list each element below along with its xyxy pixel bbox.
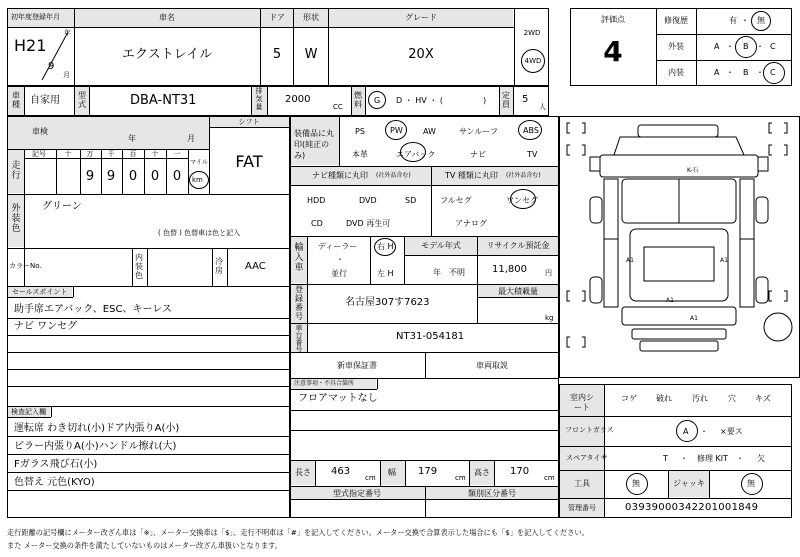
digit-label-3: 百 [129, 150, 137, 158]
mileage-digit-4: 0 [150, 169, 160, 184]
inspection-label: 車検 [32, 127, 48, 136]
warranty: 新車保証書 [337, 361, 377, 370]
spare-kit: 修理 KIT [697, 454, 729, 463]
sales-points-label: セールスポイント [12, 288, 68, 296]
diagram-label-right: A1 [720, 257, 728, 264]
interior-dot-1: ・ [726, 68, 734, 77]
equip-sunroof: サンルーフ [459, 127, 498, 136]
digit-label-5: 一 [173, 150, 181, 158]
chassis: NT31-054181 [396, 331, 465, 342]
spare-t: T [663, 454, 668, 463]
inspection-month-unit: 月 [187, 134, 195, 143]
inspection-note-4: 色替え 元色(KYO) [14, 477, 95, 488]
left-h: 左 H [377, 269, 394, 278]
grade-label: グレード [405, 13, 437, 22]
width-label: 幅 [388, 468, 396, 477]
type-no-label: 型式指定番号 [333, 489, 381, 498]
notes-label: 注意事項・不具合箇所 [294, 380, 355, 387]
navi-dvd-play: DVD 再生可 [346, 219, 391, 228]
sales-point-1: 助手席エアバック、ESC、キーレス [14, 304, 172, 315]
footer-note-1: 走行距離の記号欄にメーター改ざん車は「※」、メーター交換車は「$」、走行不明車は「#」を記入してください。メーター交換で合算表示した場合にも「$」を記入してください。 [7, 528, 589, 537]
mgmt-label: 管理番号 [568, 504, 596, 512]
mileage-label: 走行 [11, 161, 21, 181]
mileage-digit-3: 0 [128, 169, 138, 184]
model-label: 型式 [78, 91, 86, 109]
mileage-code-label: 記号 [32, 150, 46, 158]
diagram-label-left: A1 [626, 257, 634, 264]
import-dealer: ディーラー [318, 242, 358, 251]
ac-value: AAC [245, 261, 266, 272]
tv-type-note: (社外品含む) [506, 172, 541, 179]
glass-a: A [683, 427, 689, 436]
color-change-note: ( 色替 ) 色替車は色と記入 [158, 229, 241, 237]
exterior-c: C [770, 42, 776, 51]
height-unit: cm [544, 474, 555, 482]
digit-label-0: 十 [64, 150, 72, 158]
kg-unit: kg [545, 314, 554, 322]
digit-label-1: 万 [86, 150, 94, 158]
diagram-label-rear-2: A1 [690, 315, 698, 322]
ac-label: 冷房 [215, 257, 223, 275]
height-label: 高さ [474, 468, 490, 477]
fuel-g: G [374, 96, 381, 105]
navi-cd: CD [311, 219, 323, 228]
sales-point-2: ナビ ワンセグ [14, 321, 78, 332]
car-name: エクストレイル [121, 47, 213, 62]
diagram-label-rear-1: A1 [666, 297, 674, 304]
exterior-color: グリーン [42, 201, 82, 212]
height: 170 [510, 466, 530, 477]
doors: 5 [272, 47, 282, 62]
navi-hdd: HDD [307, 196, 326, 205]
equip-ps: PS [355, 127, 365, 136]
seat-dirt: 汚れ [692, 394, 708, 403]
repair-label: 修復歴 [664, 16, 688, 25]
tv-type-label: TV 種類に丸印 [445, 171, 498, 180]
seat-hole: 穴 [728, 394, 736, 403]
navi-type-note: (社外品含む) [376, 172, 411, 179]
month-unit: 月 [63, 71, 70, 79]
import-label: 輸入車 [294, 243, 304, 273]
class-no-label: 類別区分番号 [468, 489, 516, 498]
jack-none: 無 [747, 479, 755, 488]
inspection-note-3: Fガラス飛び石(小) [14, 459, 98, 470]
seat-tear: 破れ [656, 394, 672, 403]
seat-label: 室内シート [570, 393, 594, 412]
equip-navi: ナビ [470, 150, 486, 159]
jack-label: ジャッキ [673, 479, 705, 488]
cc-unit: CC [333, 103, 343, 111]
spare-label: スペアタイヤ [566, 454, 608, 462]
length-label: 長さ [295, 468, 311, 477]
reg-era: H21 [14, 36, 47, 55]
navi-dvd: DVD [359, 196, 377, 205]
equip-tv: TV [527, 150, 538, 159]
capacity-label: 定員 [502, 91, 510, 109]
fuel-close: ) [483, 96, 487, 105]
mile-label: マイル [190, 159, 208, 166]
shape-label: 形状 [303, 13, 319, 22]
equip-pw: PW [390, 126, 403, 135]
right-h: 右 H [377, 242, 394, 251]
digit-label-2: 千 [107, 150, 115, 158]
usage: 自家用 [30, 95, 60, 106]
footer-note-2: また メーター交換の条件を満たしていないものはメーター改ざん車扱いとなります。 [7, 541, 282, 550]
width: 179 [418, 466, 438, 477]
equip-airbag: エアバック [396, 150, 436, 159]
left-box [7, 116, 290, 518]
shift-label: シフト [238, 118, 260, 126]
repair-dot: ・ [741, 16, 749, 25]
rating-score: 4 [603, 35, 623, 68]
drive-2wd: 2WD [523, 29, 541, 37]
navi-sd: SD [405, 196, 417, 205]
diagram-label-hood: K-石 [687, 167, 699, 174]
interior-label: 内装 [668, 68, 684, 77]
capacity-unit: 人 [539, 103, 546, 111]
seat-scratch: キズ [755, 394, 771, 403]
tv-oneseg: ワンセグ [506, 196, 538, 205]
mileage-digit-2: 9 [106, 169, 116, 184]
exterior-b: B [743, 42, 749, 51]
interior-c: C [770, 68, 776, 77]
recycle-label: リサイクル預託金 [486, 241, 550, 250]
digit-label-4: 十 [151, 150, 159, 158]
glass-label: フロントガラス [565, 426, 614, 434]
displacement-label: 排気量 [255, 87, 263, 111]
drive-4wd: 4WD [524, 57, 542, 65]
mileage-digit-5: 0 [172, 169, 182, 184]
reg-month: 9 [48, 61, 55, 72]
equip-leather: 本革 [352, 150, 368, 159]
repair-yes: 有 [729, 16, 737, 25]
tv-analog: アナログ [455, 219, 487, 228]
mgmt-number: 03939000342201001849 [625, 502, 759, 513]
plate: 名古屋307す7623 [345, 297, 430, 308]
inspection-note-1: 運転席 わき切れ(小)ドア内張りA(小) [14, 423, 180, 434]
length-unit: cm [365, 474, 376, 482]
model: DBA-NT31 [130, 93, 197, 108]
tv-fullseg: フルセグ [440, 196, 472, 205]
grade: 20X [408, 47, 434, 62]
mileage-digit-1: 9 [85, 169, 95, 184]
color-no-label: カラーNo. [9, 262, 42, 270]
import-dot: ・ [336, 255, 344, 264]
exterior-label: 外装 [668, 42, 684, 51]
reg-year-label: 初年度登録年月 [11, 13, 60, 21]
displacement: 2000 [285, 94, 311, 105]
car-diagram [560, 117, 798, 377]
recycle-amount: 11,800 [492, 264, 527, 275]
notes: フロアマットなし [298, 393, 378, 404]
repair-no: 無 [757, 16, 765, 25]
rating-label: 評価点 [601, 15, 625, 24]
interior-color-label: 内装色 [135, 253, 143, 280]
tools-label: 工具 [574, 479, 590, 488]
shift: FAT [235, 152, 263, 171]
inspection-year-unit: 年 [128, 134, 136, 143]
width-unit: cm [455, 474, 466, 482]
fuel-label: 燃料 [354, 91, 362, 109]
shape: W [304, 47, 318, 62]
spare-dot-1: ・ [680, 454, 688, 463]
model-year-label: モデル年式 [421, 241, 461, 250]
model-year: 年 不明 [433, 268, 465, 277]
exterior-dot-1: ・ [726, 42, 734, 51]
spare-dot-2: ・ [736, 454, 744, 463]
usage-label: 車種 [12, 91, 20, 109]
plate-label: 登録番号 [295, 285, 303, 321]
car-name-label: 車名 [159, 13, 175, 22]
km-unit: km [192, 176, 203, 184]
fuel-options: D ・ HV ・ ( [396, 96, 443, 105]
import-parallel: 並行 [331, 269, 347, 278]
max-load-label: 最大積載量 [498, 287, 538, 296]
glass-dot: ・ [700, 427, 708, 436]
equip-aw: AW [423, 127, 436, 136]
equip-label: 装備品に丸印(純正のみ) [294, 129, 334, 160]
color-label: 外装色 [11, 204, 21, 234]
glass-repair: ×要ス [720, 427, 743, 436]
yen-unit: 円 [545, 269, 552, 277]
seat-burn: コゲ [621, 394, 637, 403]
inspection-note-2: ピラー内張りA(小)ハンドル擦れ(大) [14, 441, 177, 452]
spare-none: 欠 [757, 454, 765, 463]
inspection-notes-label: 検査記入欄 [11, 408, 46, 416]
navi-type-label: ナビ種類に丸印 [312, 171, 368, 180]
length: 463 [331, 466, 351, 477]
manual: 車両取説 [476, 361, 508, 370]
equip-abs: ABS [523, 126, 539, 135]
interior-a: A [714, 68, 720, 77]
chassis-label: 車台番号 [295, 324, 303, 353]
exterior-a: A [714, 42, 720, 51]
exterior-dot-2: ・ [756, 42, 764, 51]
interior-dot-2: ・ [756, 68, 764, 77]
door-label: ドア [269, 13, 285, 22]
year-unit: 年 [64, 29, 71, 37]
interior-b: B [743, 68, 749, 77]
capacity: 5 [522, 94, 529, 105]
tools-none: 無 [632, 479, 640, 488]
